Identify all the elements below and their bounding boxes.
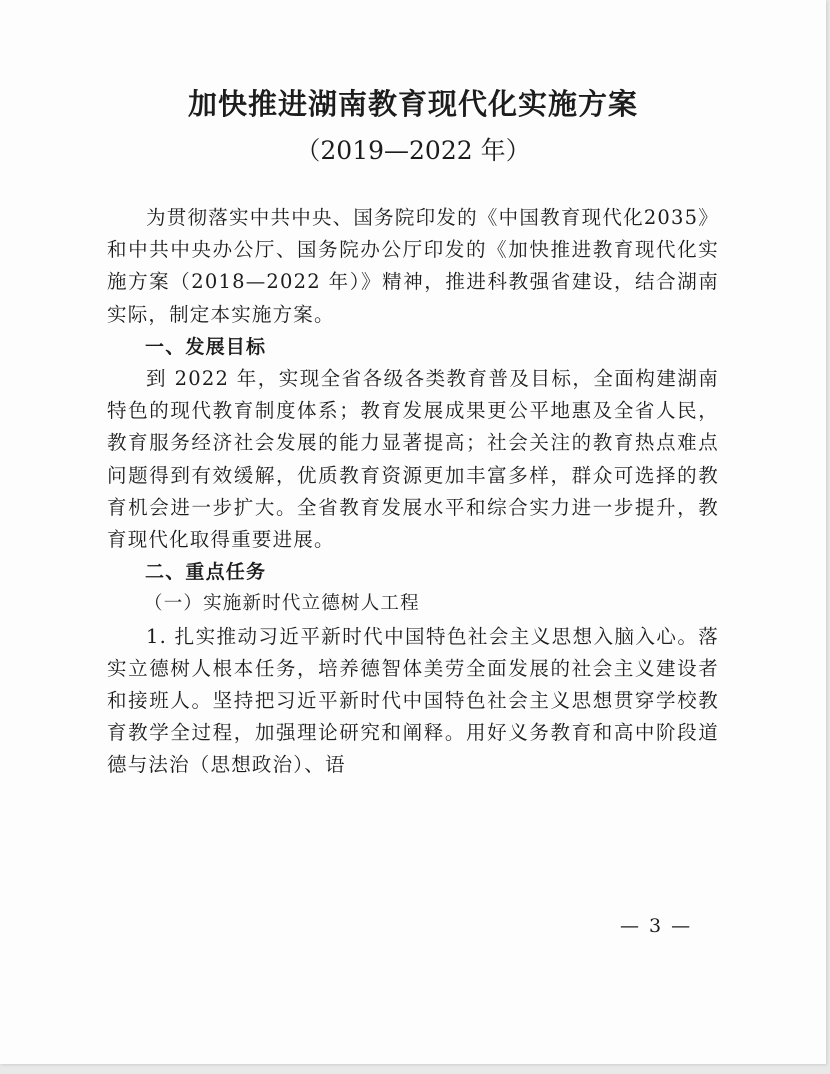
document-title: 加快推进湖南教育现代化实施方案: [187, 87, 638, 121]
goals-paragraph: 到 2022 年，实现全省各级各类教育普及目标，全面构建湖南特色的现代教育制度体系；教育发展成果更公平地惠及全省人民，教育服务经济社会发展的能力显著提高；社会关注的教育热点难点问题得到有效缓解，优质教育资源更加丰富多样，群众可选择的教育机会进一步扩大。全省教育发展水平和综合实力进一步提升，教育现代化取得重要进展。: [107, 367, 719, 552]
item-paragraph: 1. 扎实推动习近平新时代中国特色社会主义思想入脑入心。落实立德树人根本任务，培养德智体美劳全面发展的社会主义建设者和接班人。坚持把习近平新时代中国特色社会主义思想贯穿学校教育教学全过程，加强理论研究和阐释。用好义务教育和高中阶段道德与法治（思想政治）、语: [107, 624, 719, 777]
document-body: [107, 202, 719, 782]
document-subtitle: （2019—2022 年）: [295, 136, 531, 165]
intro-paragraph: 为贯彻落实中共中央、国务院印发的《中国教育现代化2035》和中共中央办公厅、国务院办公厅印发的《加快推进教育现代化实施方案（2018—2022 年）》精神，推进科教强省建设，结合湖南实际，制定本实施方案。: [107, 206, 719, 326]
section-heading-goals: 一、发展目标: [145, 335, 267, 358]
subsection-heading: （一）实施新时代立德树人工程: [144, 593, 420, 615]
page-number: — 3 —: [620, 915, 693, 937]
section-heading-tasks: 二、重点任务: [145, 561, 267, 584]
